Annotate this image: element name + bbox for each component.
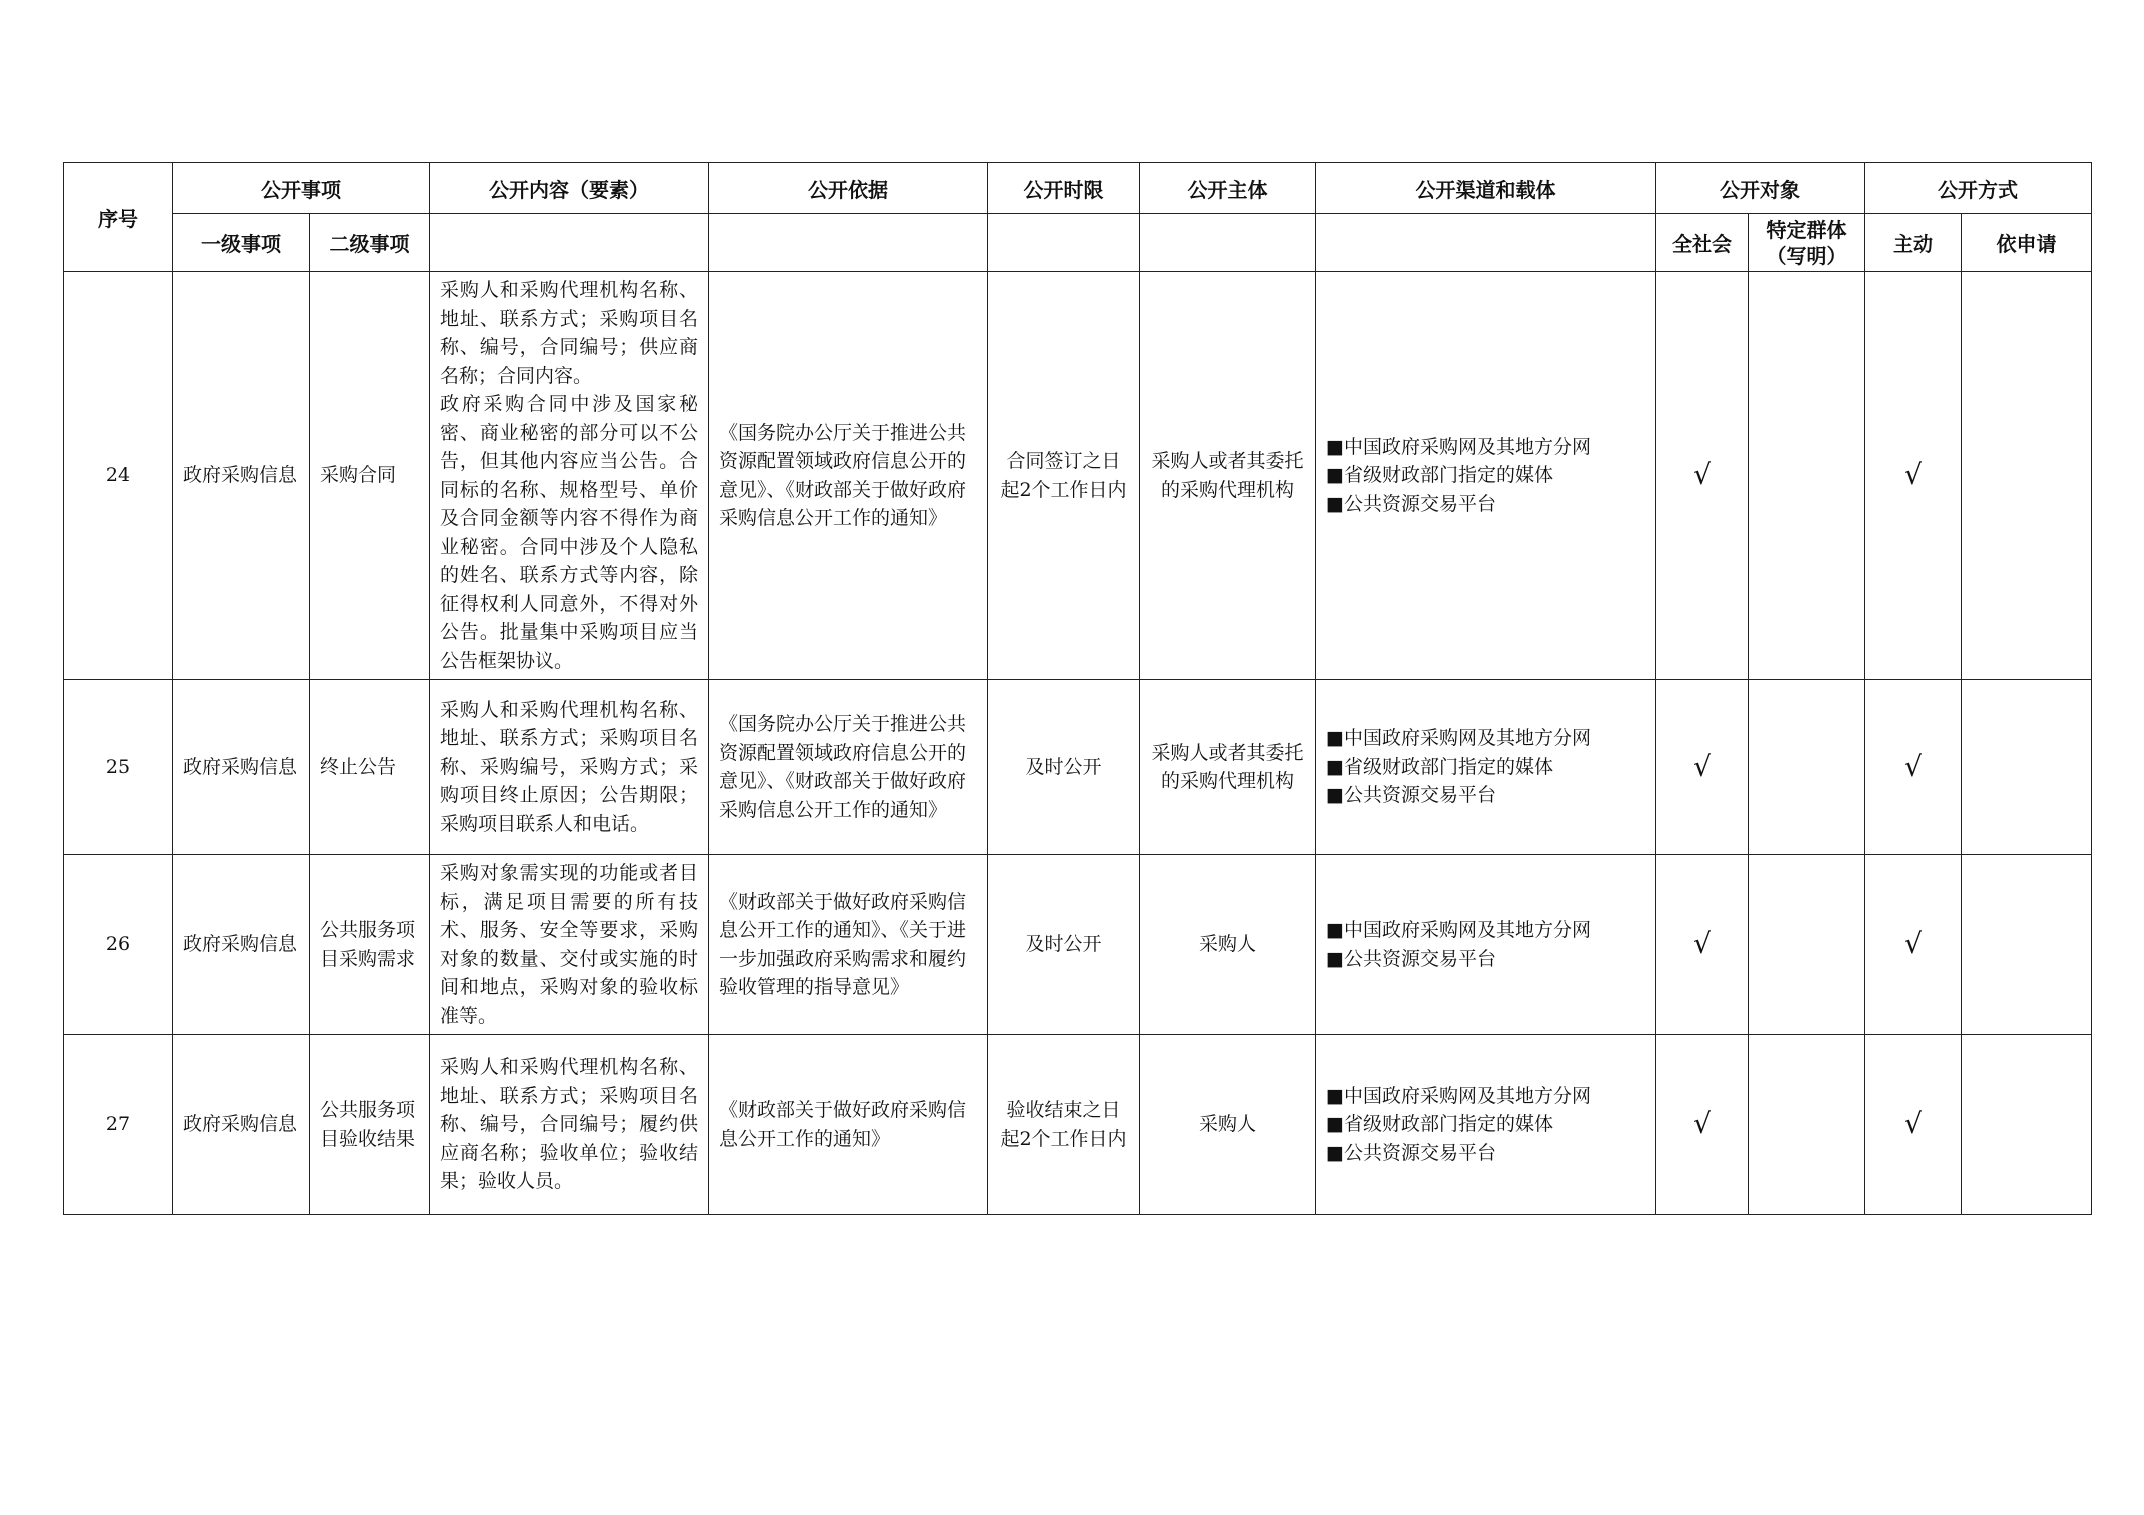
- header-level1: 一级事项: [173, 214, 310, 272]
- channel-item: ■省级财政部门指定的媒体: [1326, 1113, 1553, 1136]
- content-paragraph: 政府采购合同中涉及国家秘密、商业秘密的部分可以不公告，但其他内容应当公告。合同标的名称、规格型号、单价及合同金额等内容不得作为商业秘密。合同中涉及个人隐私的姓名、联系方式等内容，除征得权利人同意外，不得对外公告。批量集中采购项目应当公告框架协议。: [440, 393, 698, 672]
- channel-item: ■中国政府采购网及其地方分网: [1326, 727, 1591, 750]
- row-level2: 采购合同: [310, 272, 430, 680]
- row-subject: 采购人或者其委托的采购代理机构: [1140, 272, 1316, 680]
- header-level2: 二级事项: [310, 214, 430, 272]
- row-level2: 公共服务项目验收结果: [310, 1035, 430, 1215]
- row-subject: 采购人: [1140, 1035, 1316, 1215]
- row-level2: 公共服务项目采购需求: [310, 855, 430, 1035]
- row-time-limit: 合同签订之日起2个工作日内: [988, 272, 1140, 680]
- channel-item: ■中国政府采购网及其地方分网: [1326, 1084, 1591, 1107]
- row-channels: [1316, 1035, 1656, 1215]
- row-seq: 26: [64, 855, 173, 1035]
- header-audience: 公开对象: [1656, 163, 1865, 214]
- row-on-request: [1962, 855, 2092, 1035]
- row-channels: [1316, 272, 1656, 680]
- header-channel-blank: [1316, 214, 1656, 272]
- channel-item: ■公共资源交易平台: [1326, 1141, 1496, 1164]
- row-level1: 政府采购信息: [173, 272, 310, 680]
- check-mark-active: √: [1865, 855, 1962, 1035]
- row-seq: 24: [64, 272, 173, 680]
- row-content: [430, 855, 709, 1035]
- channel-item: ■公共资源交易平台: [1326, 947, 1496, 970]
- row-subject: 采购人或者其委托的采购代理机构: [1140, 680, 1316, 855]
- header-matter: 公开事项: [173, 163, 430, 214]
- check-mark-active: √: [1865, 1035, 1962, 1215]
- row-on-request: [1962, 1035, 2092, 1215]
- row-basis: 《国务院办公厅关于推进公共资源配置领域政府信息公开的意见》、《财政部关于做好政府采购信息公开工作的通知》: [709, 680, 988, 855]
- row-basis: 《财政部关于做好政府采购信息公开工作的通知》、《关于进一步加强政府采购需求和履约验收管理的指导意见》: [709, 855, 988, 1035]
- row-seq: 25: [64, 680, 173, 855]
- channel-item: ■中国政府采购网及其地方分网: [1326, 435, 1591, 458]
- table-row: [64, 680, 2092, 855]
- content-paragraph: 采购人和采购代理机构名称、地址、联系方式；采购项目名称、采购编号，采购方式；采购项目终止原因；公告期限；采购项目联系人和电话。: [440, 698, 698, 835]
- header-subject-blank: [1140, 214, 1316, 272]
- header-basis-blank: [709, 214, 988, 272]
- row-content: [430, 1035, 709, 1215]
- row-seq: 27: [64, 1035, 173, 1215]
- row-time-limit: 验收结束之日起2个工作日内: [988, 1035, 1140, 1215]
- header-audience-all: 全社会: [1656, 214, 1749, 272]
- table-row: [64, 1035, 2092, 1215]
- header-subject: 公开主体: [1140, 163, 1316, 214]
- check-mark-all-society: √: [1656, 272, 1749, 680]
- header-content-blank: [430, 214, 709, 272]
- content-paragraph: 采购对象需实现的功能或者目标，满足项目需要的所有技术、服务、安全等要求，采购对象的数量、交付或实施的时间和地点，采购对象的验收标准等。: [440, 862, 698, 1027]
- row-specific-group: [1749, 680, 1865, 855]
- row-on-request: [1962, 680, 2092, 855]
- content-paragraph: 采购人和采购代理机构名称、地址、联系方式；采购项目名称、编号，合同编号；供应商名称；合同内容。: [440, 279, 698, 387]
- check-mark-all-society: √: [1656, 855, 1749, 1035]
- check-mark-all-society: √: [1656, 680, 1749, 855]
- channel-item: ■省级财政部门指定的媒体: [1326, 464, 1553, 487]
- header-method: 公开方式: [1865, 163, 2092, 214]
- header-row-2: [64, 214, 2092, 272]
- row-level2: 终止公告: [310, 680, 430, 855]
- row-time-limit: 及时公开: [988, 680, 1140, 855]
- check-mark-active: √: [1865, 680, 1962, 855]
- row-content: [430, 272, 709, 680]
- row-specific-group: [1749, 1035, 1865, 1215]
- row-time-limit: 及时公开: [988, 855, 1140, 1035]
- header-time-blank: [988, 214, 1140, 272]
- channel-item: ■中国政府采购网及其地方分网: [1326, 919, 1591, 941]
- table-row: [64, 272, 2092, 680]
- header-method-request: 依申请: [1962, 214, 2092, 272]
- header-seq: 序号: [64, 163, 173, 272]
- channel-item: ■省级财政部门指定的媒体: [1326, 755, 1553, 778]
- check-mark-all-society: √: [1656, 1035, 1749, 1215]
- row-specific-group: [1749, 272, 1865, 680]
- row-level1: 政府采购信息: [173, 855, 310, 1035]
- row-channels: [1316, 855, 1656, 1035]
- header-time-limit: 公开时限: [988, 163, 1140, 214]
- check-mark-active: √: [1865, 272, 1962, 680]
- header-basis: 公开依据: [709, 163, 988, 214]
- row-subject: 采购人: [1140, 855, 1316, 1035]
- header-channel: 公开渠道和载体: [1316, 163, 1656, 214]
- channel-item: ■公共资源交易平台: [1326, 492, 1496, 515]
- row-basis: 《财政部关于做好政府采购信息公开工作的通知》: [709, 1035, 988, 1215]
- table-row: [64, 855, 2092, 1035]
- channel-item: ■公共资源交易平台: [1326, 784, 1496, 807]
- header-audience-specific: 特定群体（写明）: [1749, 214, 1865, 272]
- row-on-request: [1962, 272, 2092, 680]
- header-row-1: [64, 163, 2092, 214]
- row-level1: 政府采购信息: [173, 680, 310, 855]
- content-paragraph: 采购人和采购代理机构名称、地址、联系方式；采购项目名称、编号，合同编号；履约供应商名称；验收单位；验收结果；验收人员。: [440, 1056, 698, 1193]
- row-level1: 政府采购信息: [173, 1035, 310, 1215]
- row-specific-group: [1749, 855, 1865, 1035]
- header-content: 公开内容（要素）: [430, 163, 709, 214]
- disclosure-table: [63, 162, 2092, 1215]
- row-channels: [1316, 680, 1656, 855]
- row-content: [430, 680, 709, 855]
- row-basis: 《国务院办公厅关于推进公共资源配置领域政府信息公开的意见》、《财政部关于做好政府采购信息公开工作的通知》: [709, 272, 988, 680]
- header-method-active: 主动: [1865, 214, 1962, 272]
